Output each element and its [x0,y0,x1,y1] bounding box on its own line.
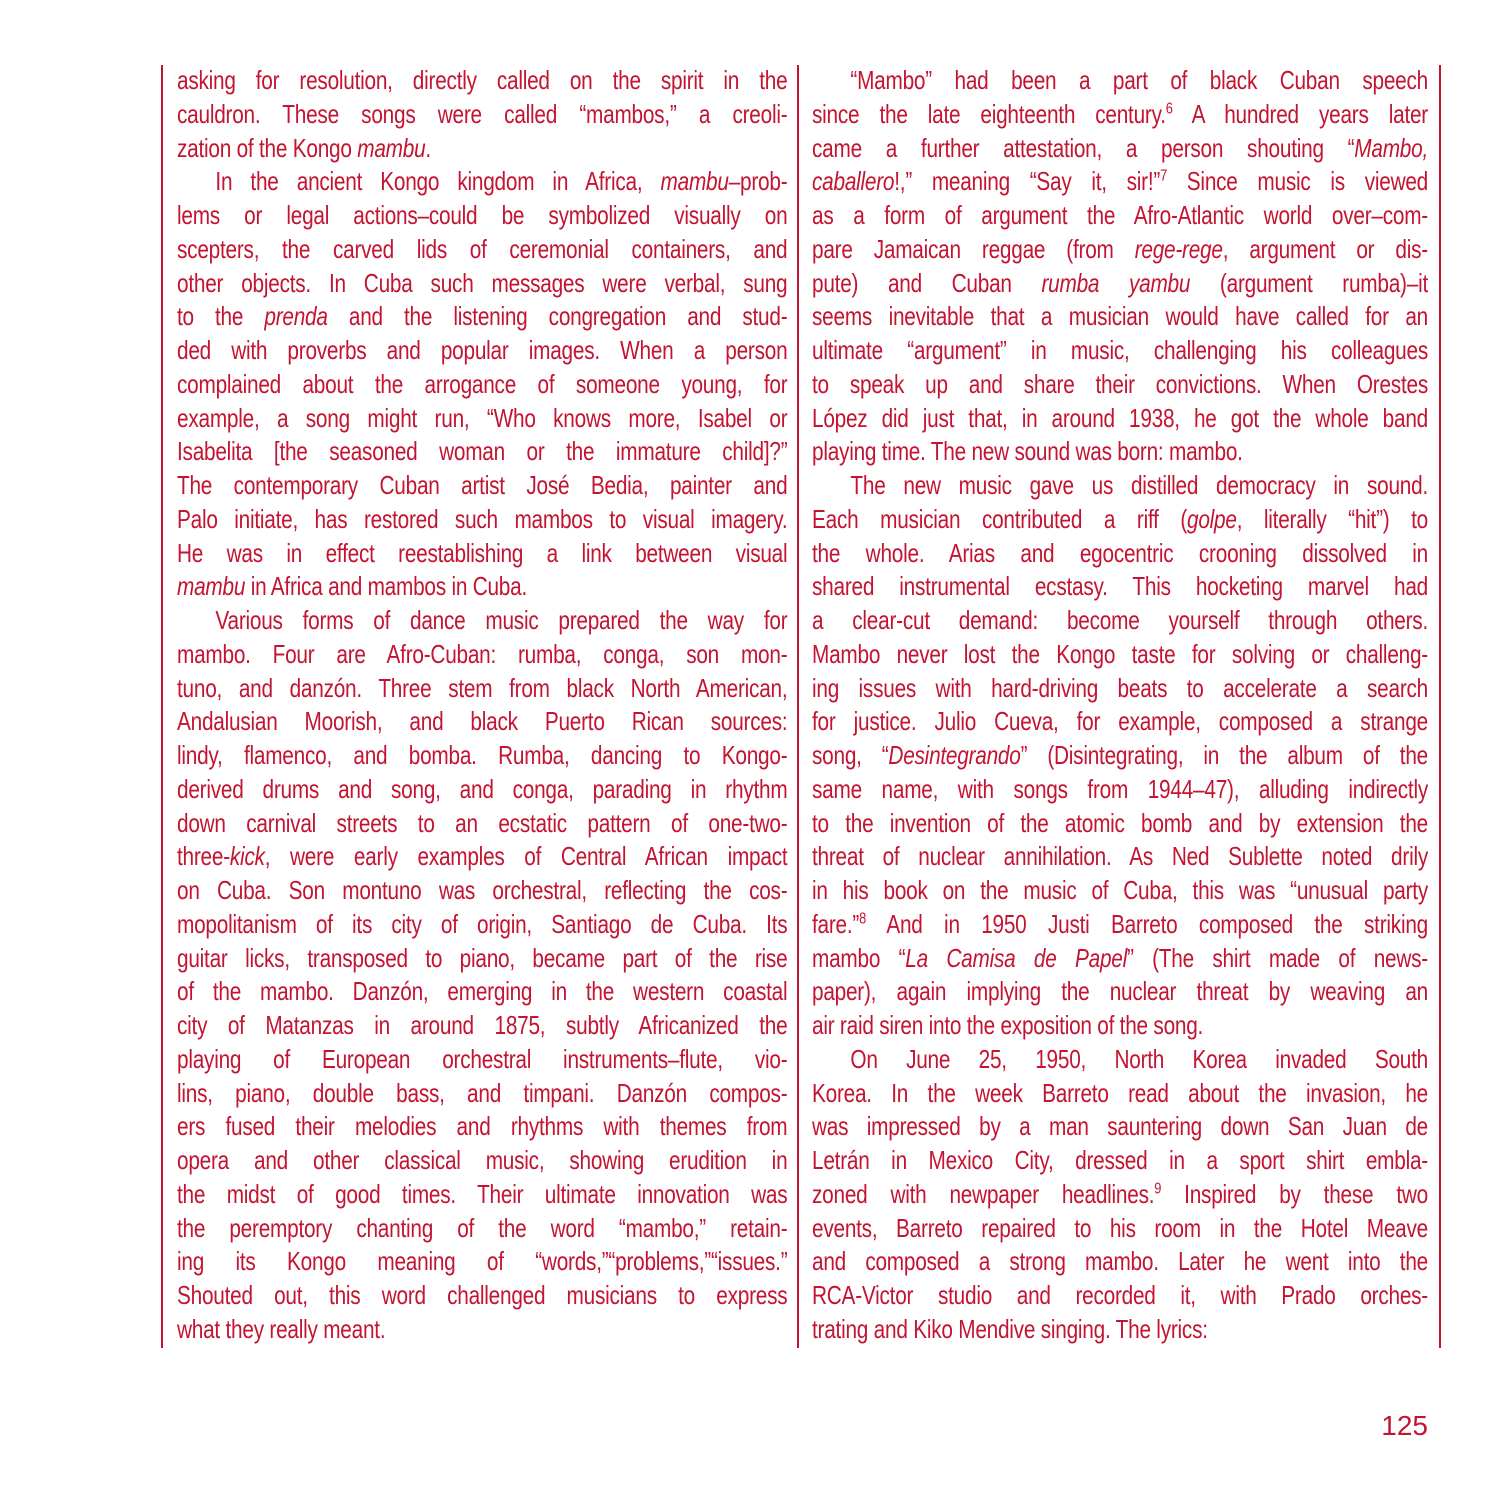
text-line: to the invention of the atomic bomb and by extension the [812,807,1428,838]
right-text-column [812,64,1428,1347]
left-column-rule [161,65,163,1348]
text-line: Each musician contributed a riff (golpe, literally “hit”) to [812,503,1428,534]
text-line: shared instrumental ecstasy. This hocketing marvel had [812,571,1428,602]
text-line: Mambo never lost the Kongo taste for solving or challeng- [812,638,1428,669]
text-line: and composed a strong mambo. Later he went into the [812,1246,1428,1277]
text-line: “Mambo” had been a part of black Cuban speech [850,65,1428,95]
text-line: three-kick, were early examples of Central African impact [177,841,788,872]
text-line: Korea. In the week Barreto read about the invasion, he [812,1077,1428,1108]
text-line: The contemporary Cuban artist José Bedia, painter and [177,470,788,500]
left-text-column [177,64,787,1347]
text-line: city of Matanzas in around 1875, subtly Africanized the [177,1010,788,1040]
text-line: ers fused their melodies and rhythms with themes from [177,1111,788,1142]
text-line: scepters, the carved lids of ceremonial containers, and [177,233,788,264]
text-line: trating and Kiko Mendive singing. The lyrics: [812,1313,1208,1344]
text-line: in his book on the music of Cuba, this was “unusual party [812,875,1428,905]
right-column-rule [1439,65,1441,1348]
text-line: Palo initiate, has restored such mambos to visual imagery. [177,503,788,534]
text-line: guitar licks, transposed to piano, became part of the rise [177,942,788,973]
text-line: Andalusian Moorish, and black Puerto Rican sources: [177,706,788,737]
text-line: ultimate “argument” in music, challenging his colleagues [812,335,1428,365]
text-line: same name, with songs from 1944–47), alluding indirectly [812,773,1428,804]
text-line: mambo “La Camisa de Papel” (The shirt made of news- [812,942,1428,973]
text-line: mopolitanism of its city of origin, Santiago de Cuba. Its [177,908,788,939]
text-line: caballero!,” meaning “Say it, sir!”$^7$ Since music is viewed [812,166,1428,197]
text-line: playing of European orchestral instruments–flute, vio- [177,1043,788,1074]
text-line: paper), again implying the nuclear threat by weaving an [812,976,1428,1007]
text-line: ing its Kongo meaning of “words,”“problems,”“issues.” [177,1246,788,1277]
text-line: The new music gave us distilled democracy in sound. [850,470,1428,500]
text-line: on Cuba. Son montuno was orchestral, reflecting the cos- [177,875,788,905]
text-line: RCA-Victor studio and recorded it, with Prado orches- [812,1280,1428,1310]
text-line: pute) and Cuban rumba yambu (argument rumba)–it [812,267,1428,298]
text-line: cauldron. These songs were called “mambos,” a creoli- [177,98,788,129]
text-line: lindy, flamenco, and bomba. Rumba, dancing to Kongo- [177,740,788,770]
text-line: On June 25, 1950, North Korea invaded South [850,1043,1428,1074]
text-line: to speak up and share their convictions. When Orestes [812,368,1428,399]
text-line: López did just that, in around 1938, he got the whole band [812,402,1428,433]
text-line: derived drums and song, and conga, parading in rhythm [177,773,788,804]
text-line: events, Barreto repaired to his room in the Hotel Meave [812,1212,1428,1243]
text-line: to the prenda and the listening congregation and stud- [177,301,788,332]
text-line: ded with proverbs and popular images. When a person [177,335,788,365]
text-line: of the mambo. Danzón, emerging in the western coastal [177,976,788,1007]
text-line: ing issues with hard-driving beats to accelerate a search [812,672,1428,703]
text-line: lems or legal actions–could be symbolized visually on [177,200,788,230]
text-line: complained about the arrogance of someone young, for [177,368,788,399]
page-number: 125 [1381,1410,1428,1441]
text-line: was impressed by a man sauntering down San Juan de [812,1111,1428,1142]
text-line: other objects. In Cuba such messages were verbal, sung [177,267,788,298]
center-column-rule [797,65,799,1348]
text-line: Letrán in Mexico City, dressed in a sport shirt embla- [812,1145,1428,1175]
text-line: threat of nuclear annihilation. As Ned Sublette noted drily [812,841,1428,872]
text-line: example, a song might run, “Who knows more, Isabel or [177,402,788,433]
text-line: fare.”$^8$ And in 1950 Justi Barreto composed the striking [812,908,1428,939]
text-line: In the ancient Kongo kingdom in Africa, mambu–prob- [215,166,788,197]
text-line: came a further attestation, a person shouting “Mambo, [812,132,1428,163]
text-line: song, “Desintegrando” (Disintegrating, in the album of the [812,740,1428,770]
text-line: a clear-cut demand: become yourself through others. [812,605,1428,635]
text-line: zoned with newpaper headlines.$^9$ Inspired by these two [812,1178,1428,1209]
text-line: down carnival streets to an ecstatic pattern of one-two- [177,807,788,838]
text-line: the midst of good times. Their ultimate innovation was [177,1178,788,1209]
text-line: Shouted out, this word challenged musicians to express [177,1280,788,1310]
text-line: He was in effect reestablishing a link between visual [177,537,788,568]
text-line: tuno, and danzón. Three stem from black North American, [177,672,788,703]
text-line: mambu in Africa and mambos in Cuba. [177,571,527,602]
text-line: opera and other classical music, showing erudition in [177,1145,788,1175]
text-line: as a form of argument the Afro-Atlantic world over–com- [812,200,1428,230]
text-line: for justice. Julio Cueva, for example, composed a strange [812,706,1428,737]
text-line: the whole. Arias and egocentric crooning dissolved in [812,537,1428,568]
text-line: the peremptory chanting of the word “mambo,” retain- [177,1212,788,1243]
text-line: pare Jamaican reggae (from rege-rege, argument or dis- [812,233,1428,264]
text-line: Isabelita [the seasoned woman or the immature child]?” [177,436,788,467]
text-line: playing time. The new sound was born: mambo. [812,436,1243,467]
text-line: what they really meant. [177,1313,386,1344]
text-line: seems inevitable that a musician would have called for an [812,301,1428,332]
text-line: asking for resolution, directly called on the spirit in the [177,65,788,95]
text-line: lins, piano, double bass, and timpani. Danzón compos- [177,1077,788,1108]
text-line: Various forms of dance music prepared the way for [215,605,788,635]
text-line: zation of the Kongo mambu. [177,132,431,163]
text-line: air raid siren into the exposition of the song. [812,1010,1204,1040]
text-line: mambo. Four are Afro-Cuban: rumba, conga, son mon- [177,638,788,669]
text-line: since the late eighteenth century.$^6$ A hundred years later [812,98,1428,129]
